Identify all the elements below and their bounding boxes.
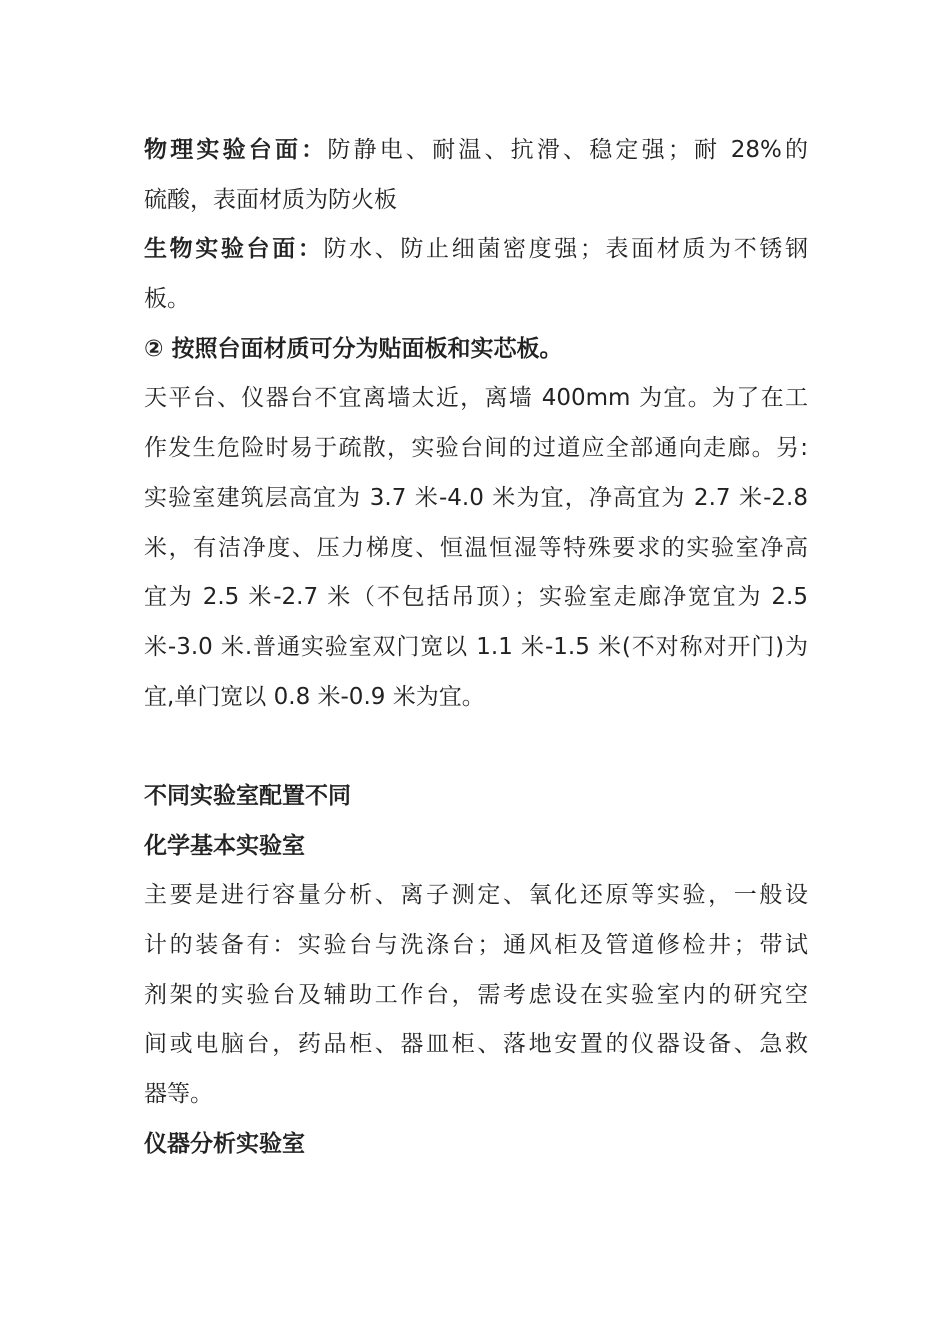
physics-paragraph-line-2: 硫酸，表面材质为防火板 <box>144 186 397 213</box>
layout-line-7: 宜,单门宽以 0.8 米-0.9 米为宜。 <box>144 683 485 710</box>
section-heading: 不同实验室配置不同 <box>144 782 351 809</box>
physics-paragraph-line-1 <box>144 126 808 176</box>
chem-lab-heading: 化学基本实验室 <box>144 832 305 859</box>
biology-label: 生物实验台面： <box>144 236 324 263</box>
chem-body-line-2: 计的装备有：实验台与洗涤台；通风柜及管道修检井；带试 <box>144 932 808 958</box>
layout-line-1: 天平台、仪器台不宜离墙太近，离墙 400mm 为宜。为了在工 <box>144 385 808 412</box>
material-heading: ② 按照台面材质可分为贴面板和实芯板。 <box>144 335 563 362</box>
layout-line-5: 宜为 2.5 米-2.7 米（不包括吊顶）；实验室走廊净宽宜为 2.5 <box>144 584 808 611</box>
chem-body-line-1: 主要是进行容量分析、离子测定、氧化还原等实验，一般设 <box>144 882 808 909</box>
physics-text-1: 防静电、耐温、抗滑、稳定强；耐 28%的 <box>327 137 808 163</box>
spacer <box>144 722 808 772</box>
biology-paragraph-line-1 <box>144 225 808 275</box>
biology-paragraph-line-2: 板。 <box>144 286 190 313</box>
instrument-lab-heading: 仪器分析实验室 <box>144 1130 305 1157</box>
layout-line-2: 作发生危险时易于疏散，实验台间的过道应全部通向走廊。另: <box>144 435 808 462</box>
physics-label: 物理实验台面： <box>144 137 328 163</box>
document-page <box>144 126 808 1169</box>
layout-line-3: 实验室建筑层高宜为 3.7 米-4.0 米为宜，净高宜为 2.7 米-2.8 <box>144 484 808 511</box>
chem-body-line-5: 器等。 <box>144 1081 213 1108</box>
biology-text-1: 防水、防止细菌密度强；表面材质为不锈钢 <box>323 236 808 263</box>
layout-line-4: 米，有洁净度、压力梯度、恒温恒湿等特殊要求的实验室净高 <box>144 534 808 561</box>
layout-line-6: 米-3.0 米.普通实验室双门宽以 1.1 米-1.5 米(不对称对开门)为 <box>144 633 808 660</box>
chem-body-line-3: 剂架的实验台及辅助工作台，需考虑设在实验室内的研究空 <box>144 981 808 1008</box>
chem-body-line-4: 间或电脑台，药品柜、器皿柜、落地安置的仪器设备、急救 <box>144 1031 808 1058</box>
